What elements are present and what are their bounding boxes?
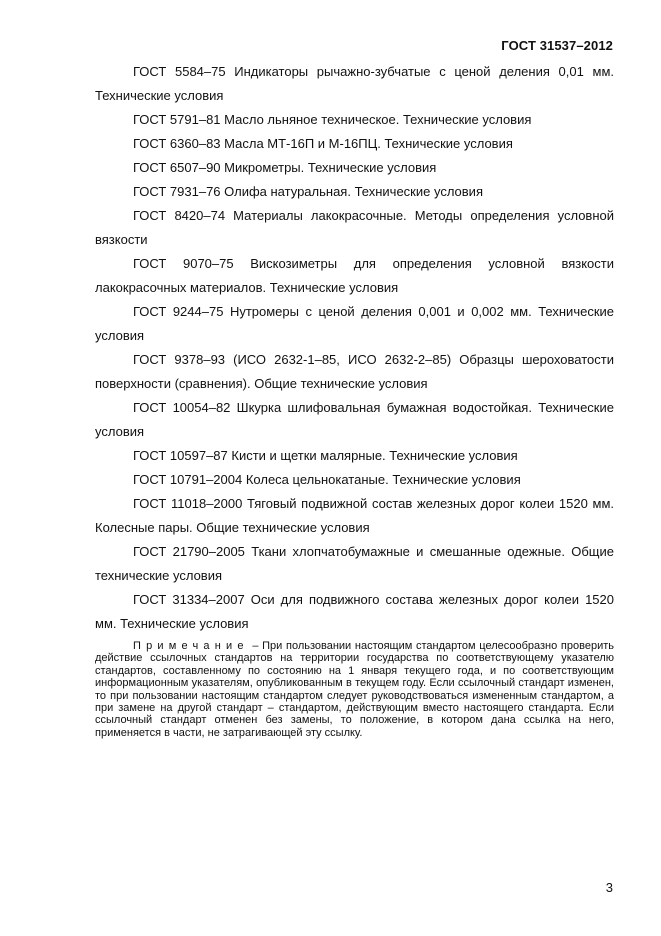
reference-item: ГОСТ 10791–2004 Колеса цельнокатаные. Технические условия xyxy=(133,472,521,487)
note-paragraph xyxy=(95,640,614,739)
document-header: ГОСТ 31537–2012 xyxy=(501,38,613,53)
reference-item: ГОСТ 5584–75 Индикаторы рычажно-зубчатые с ценой деления 0,01 мм. Технические условия xyxy=(95,64,614,103)
reference-item: ГОСТ 21790–2005 Ткани хлопчатобумажные и смешанные одежные. Общие технические условия xyxy=(95,544,614,583)
reference-item: ГОСТ 7931–76 Олифа натуральная. Технические условия xyxy=(133,184,483,199)
page-number: 3 xyxy=(605,880,613,895)
note-text: – При пользовании настоящим стандартом целесообразно проверить действие ссылочных стандартов на территории государства по соответствующему указателю стандартов, составленному по состоянию на 1 января текущего года, и по соответствующим информационным указателям, опубликованным в текущем году. Если ссылочный стандарт изменен, то при пользовании настоящим стандартом следует руководствоваться измененным стандартом, а при замене на другой стандарт – стандартом, действующим вместо настоящего стандарта. Если ссылочный стандарт отменен без замены, то положение, в котором дана ссылка на него, применяется в части, не затрагивающей эту ссылку. xyxy=(95,640,614,739)
reference-item: ГОСТ 10597–87 Кисти и щетки малярные. Технические условия xyxy=(133,448,518,463)
reference-item: ГОСТ 10054–82 Шкурка шлифовальная бумажная водостойкая. Технические условия xyxy=(95,400,614,439)
reference-item: ГОСТ 9378–93 (ИСО 2632-1–85, ИСО 2632-2–85) Образцы шероховатости поверхности (сравнения). Общие технические условия xyxy=(95,352,614,391)
reference-item: ГОСТ 6507–90 Микрометры. Технические условия xyxy=(133,160,437,175)
reference-item: ГОСТ 5791–81 Масло льняное техническое. Технические условия xyxy=(133,112,532,127)
reference-item: ГОСТ 6360–83 Масла МТ-16П и М-16ПЦ. Технические условия xyxy=(133,136,513,151)
normative-references-list xyxy=(95,60,614,636)
reference-item: ГОСТ 9070–75 Вискозиметры для определения условной вязкости лакокрасочных материалов. Технические условия xyxy=(95,256,614,295)
reference-item: ГОСТ 9244–75 Нутромеры с ценой деления 0,001 и 0,002 мм. Технические условия xyxy=(95,304,614,343)
reference-item: ГОСТ 31334–2007 Оси для подвижного состава железных дорог колеи 1520 мм. Технические условия xyxy=(95,592,614,631)
reference-item: ГОСТ 11018–2000 Тяговый подвижной состав железных дорог колеи 1520 мм. Колесные пары. Общие технические условия xyxy=(95,496,614,535)
note-label: Примечание xyxy=(133,640,249,652)
reference-item: ГОСТ 8420–74 Материалы лакокрасочные. Методы определения условной вязкости xyxy=(95,208,614,247)
